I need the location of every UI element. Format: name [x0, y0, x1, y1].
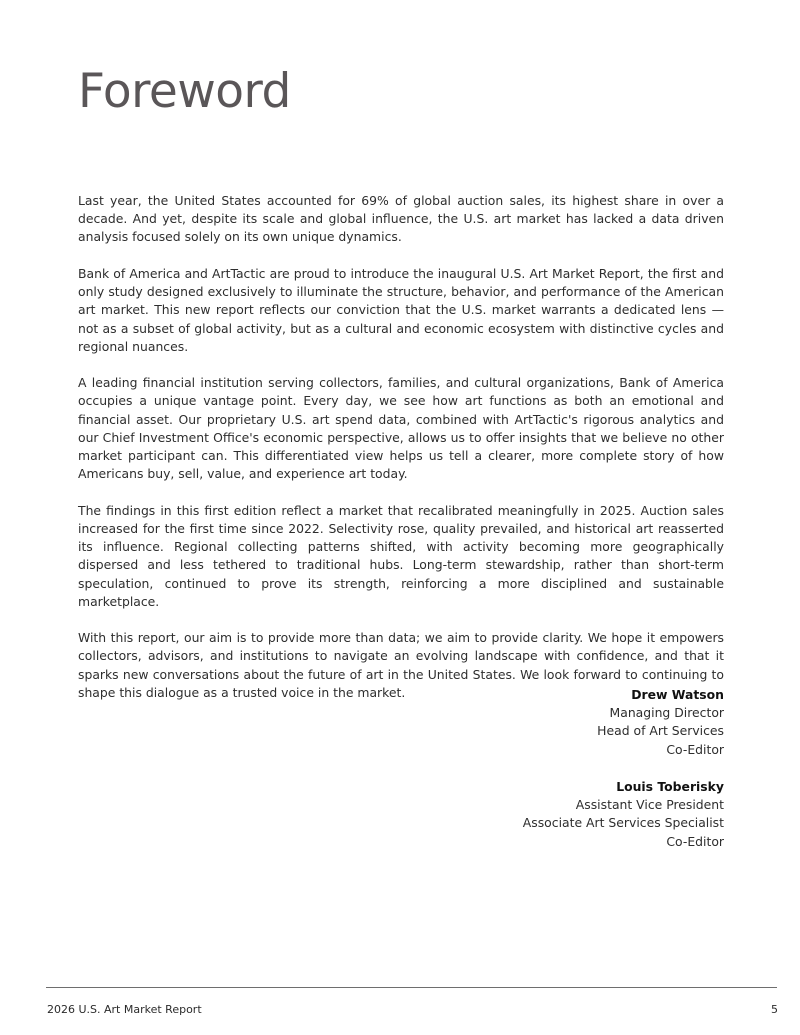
signatory-title: Assistant Vice President	[575, 797, 724, 813]
footer-divider	[46, 987, 777, 988]
signatory-title: Managing Director	[609, 705, 724, 721]
page-title: Foreword	[78, 64, 291, 119]
signatory-role: Co-Editor	[666, 833, 724, 849]
signatory-role: Co-Editor	[666, 741, 724, 757]
signatory-title: Head of Art Services	[597, 723, 724, 739]
signature-louis-toberisky	[324, 778, 724, 851]
paragraph-1: Last year, the United States accounted for 69% of global auction sales, its highest share in over a decade. And yet, despite its scale and global influence, the U.S. art market has lacked a data driven analysis focused solely on its own unique dynamics.	[78, 193, 724, 245]
paragraph-5: With this report, our aim is to provide more than data; we aim to provide clarity. We hope it empowers collectors, advisors, and institutions to navigate an evolving landscape with confidence, and that it sparks new conversations about the future of art in the United States. We look forward to continuing to shape this dialogue as a trusted voice in the market.	[78, 630, 724, 700]
footer-report-title: 2026 U.S. Art Market Report	[47, 1003, 202, 1016]
signatory-name: Drew Watson	[631, 687, 724, 702]
paragraph-2: Bank of America and ArtTactic are proud to introduce the inaugural U.S. Art Market Report, the first and only study designed exclusively to illuminate the structure, behavior, and performance of the American art market. This new report reflects our conviction that the U.S. market warrants a dedicated lens — not as a subset of global activity, but as a cultural and economic ecosystem with distinctive cycles and regional nuances.	[78, 265, 724, 354]
signatory-name: Louis Toberisky	[616, 779, 724, 794]
signature-drew-watson	[324, 686, 724, 759]
paragraph-4: The findings in this first edition reflect a market that recalibrated meaningfully in 2025. Auction sales increased for the first time since 2022. Selectivity rose, quality prevailed, and historical art reasserted its influence. Regional collecting patterns shifted, with activity becoming more geographically dispersed and less tethered to traditional hubs. Long-term stewardship, rather than short-term speculation, continued to prove its strength, reinforcing a more disciplined and sustainable marketplace.	[78, 502, 724, 609]
page-number: 5	[771, 1003, 778, 1016]
signatory-title: Associate Art Services Specialist	[522, 815, 724, 831]
paragraph-3: A leading financial institution serving collectors, families, and cultural organizations, Bank of America occupies a unique vantage point. Every day, we see how art functions as both an emotional and financial asset. Our proprietary U.S. art spend data, combined with ArtTactic's rigorous analytics and our Chief Investment Office's economic perspective, allows us to offer insights that we believe no other market participant can. This differentiated view helps us tell a clearer, more complete story of how Americans buy, sell, value, and experience art today.	[78, 375, 724, 482]
foreword-body	[78, 192, 724, 720]
